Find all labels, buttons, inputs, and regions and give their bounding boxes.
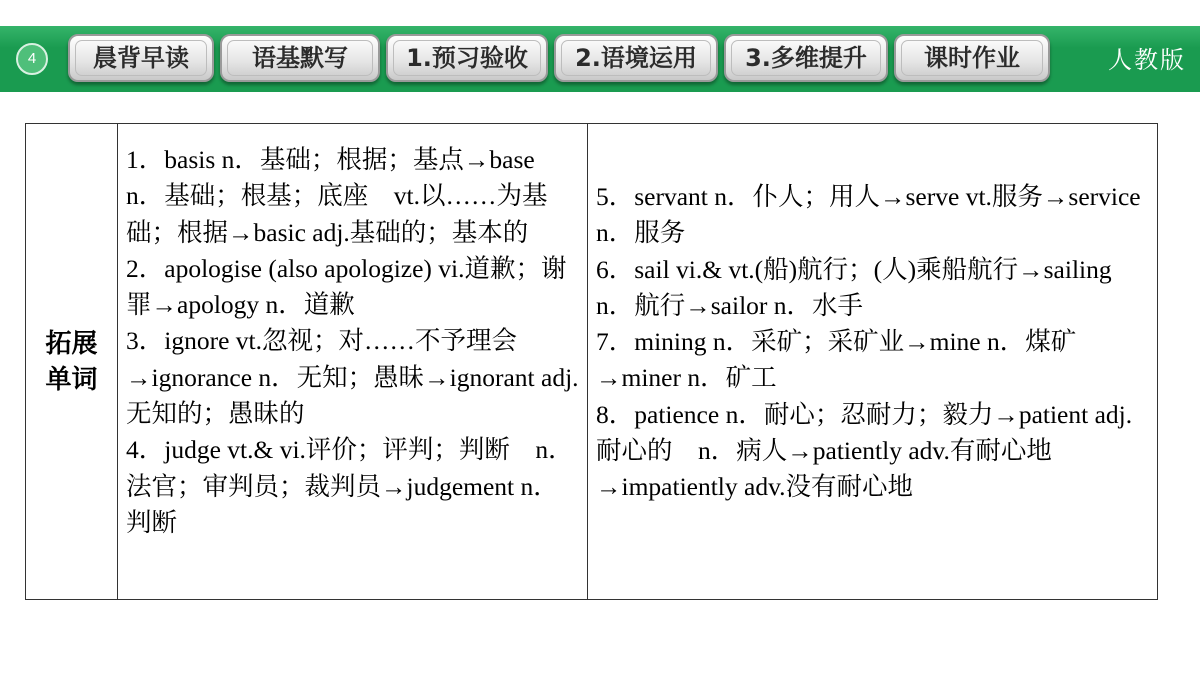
tab-preview-check[interactable] bbox=[386, 34, 548, 82]
vocab-entry-1: 1．basis n．基础；根据；基点→base n．基础；根基；底座 vt.以……为基础；根据→basic adj.基础的；基本的 bbox=[126, 145, 548, 247]
vocab-entry-2: 2．apologise (also apologize) vi.道歉；谢罪→apology n．道歉 bbox=[126, 253, 567, 320]
tab-label: 2.语境运用 bbox=[575, 44, 697, 72]
vocab-entry-8: 8．patience n．耐心；忍耐力；毅力→patient adj.耐心的 n．病人→patiently adv.有耐心地→impatiently adv.没有耐心地 bbox=[596, 399, 1133, 502]
tab-label: 3.多维提升 bbox=[745, 44, 867, 72]
section-header-cell bbox=[26, 124, 118, 599]
right-entries-cell bbox=[588, 124, 1157, 599]
page-number-badge: 4 bbox=[16, 43, 48, 75]
vocab-entry-5: 5．servant n．仆人；用人→serve vt.服务→service n．服务 bbox=[596, 182, 1141, 248]
vocabulary-table bbox=[25, 123, 1158, 600]
edition-label: 人教版 bbox=[1108, 46, 1186, 74]
tab-multi-improve[interactable] bbox=[724, 34, 888, 82]
tab-label: 语基默写 bbox=[252, 44, 348, 72]
tab-homework[interactable] bbox=[894, 34, 1050, 82]
vocab-entry-3: 3．ignore vt.忽视；对……不予理会→ignorance n．无知；愚昧→ignorant adj.无知的；愚昧的 bbox=[126, 326, 579, 429]
left-entries-cell bbox=[118, 124, 588, 599]
vocab-entry-6: 6．sail vi.& vt.(船)航行；(人)乘船航行→sailing n．航行→sailor n．水手 bbox=[596, 254, 1112, 320]
tab-morning-reading[interactable] bbox=[68, 34, 214, 82]
top-nav-bar bbox=[0, 26, 1200, 92]
section-title: 拓展单词 bbox=[45, 328, 98, 395]
tab-label: 晨背早读 bbox=[93, 44, 189, 72]
tab-label: 课时作业 bbox=[924, 44, 1020, 72]
tab-label: 1.预习验收 bbox=[406, 44, 528, 72]
tab-basic-dictation[interactable] bbox=[220, 34, 380, 82]
vocab-entry-7: 7．mining n．采矿；采矿业→mine n．煤矿→miner n．矿工 bbox=[596, 327, 1077, 393]
tab-context-use[interactable] bbox=[554, 34, 718, 82]
vocab-entry-4: 4．judge vt.& vi.评价；评判；判断 n．法官；审判员；裁判员→judgement n．判断 bbox=[126, 435, 574, 537]
